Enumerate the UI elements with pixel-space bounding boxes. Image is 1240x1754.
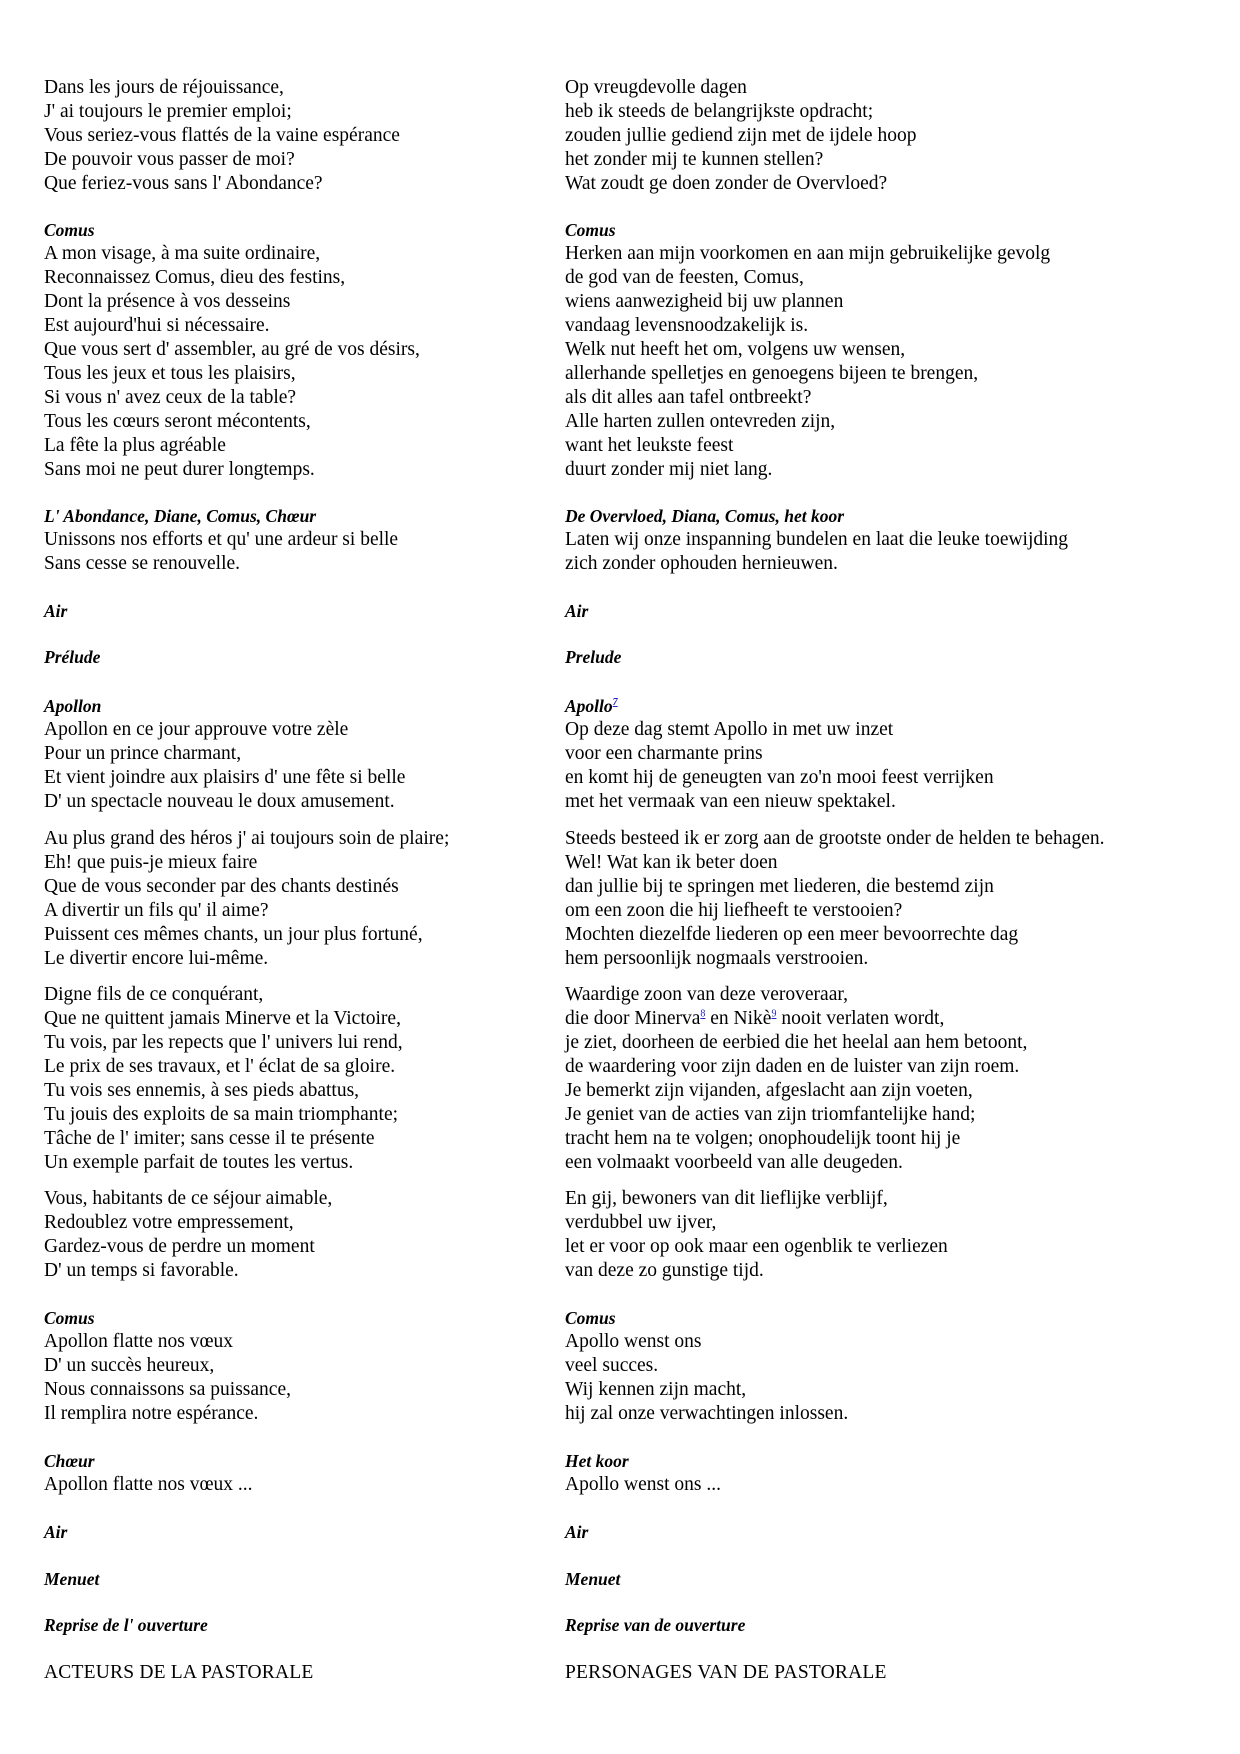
- apollon-stanza-3: [44, 983, 544, 1175]
- verse-line: Apollo wenst ons ...: [565, 1474, 721, 1495]
- speaker-heading: Comus: [565, 220, 616, 240]
- speaker-heading: De Overvloed, Diana, Comus, het koor: [565, 506, 845, 526]
- verse-line: om een zoon die hij liefheeft te verstooien?: [565, 900, 903, 921]
- apollon-stanza-4: [44, 1187, 544, 1283]
- verse-line: D' un spectacle nouveau le doux amusement.: [44, 791, 395, 812]
- comus-2-section: [44, 1306, 544, 1426]
- verse-line: Waardige zoon van deze veroveraar,: [565, 984, 848, 1005]
- footnote-link-7[interactable]: 7: [612, 697, 618, 709]
- verse-line: Je bemerkt zijn vijanden, afgeslacht aan zijn voeten,: [565, 1080, 973, 1101]
- verse-line: Dont la présence à vos desseins: [44, 291, 291, 312]
- verse-line: Redoublez votre empressement,: [44, 1212, 294, 1233]
- verse-line: Apollo wenst ons: [565, 1331, 702, 1352]
- verse-line: Welk nut heeft het om, volgens uw wensen,: [565, 339, 906, 360]
- overvloed-verse: [565, 76, 1225, 196]
- verse-line: Sans cesse se renouvelle.: [44, 553, 241, 574]
- verse-line: Herken aan mijn voorkomen en aan mijn gebruikelijke gevolg: [565, 243, 1051, 264]
- verse-line: Tu vois ses ennemis, à ses pieds abattus,: [44, 1080, 360, 1101]
- verse-line: Je geniet van de acties van zijn triomfantelijke hand;: [565, 1104, 976, 1125]
- verse-line: verdubbel uw ijver,: [565, 1212, 717, 1233]
- verse-line: Op deze dag stemt Apollo in met uw inzet: [565, 719, 894, 740]
- speaker-heading: Het koor: [565, 1451, 629, 1471]
- verse-line: D' un succès heureux,: [44, 1355, 215, 1376]
- verse-line: Tous les cœurs seront mécontents,: [44, 411, 311, 432]
- verse-line: hem persoonlijk nogmaals verstrooien.: [565, 948, 869, 969]
- verse-line: zouden jullie gediend zijn met de ijdele hoop: [565, 125, 917, 146]
- apollon-section: [44, 694, 544, 814]
- air-heading: Air: [44, 601, 68, 621]
- verse-line: het zonder mij te kunnen stellen?: [565, 149, 824, 170]
- speaker-heading: Chœur: [44, 1451, 95, 1471]
- apollo-stanza-2: [565, 827, 1225, 971]
- air-heading: Air: [565, 601, 589, 621]
- menuet-heading: Menuet: [44, 1569, 100, 1589]
- footnote-link-9[interactable]: 9: [771, 1008, 777, 1020]
- cast-title: ACTEURS DE LA PASTORALE: [44, 1662, 314, 1683]
- comus-section: [44, 218, 544, 482]
- verse-line: Que feriez-vous sans l' Abondance?: [44, 173, 323, 194]
- menuet-heading: Menuet: [565, 1569, 621, 1589]
- verse-line: Il remplira notre espérance.: [44, 1403, 259, 1424]
- verse-line: heb ik steeds de belangrijkste opdracht;: [565, 101, 874, 122]
- verse-line: dan jullie bij te springen met liederen, die bestemd zijn: [565, 876, 994, 897]
- koor-section: [565, 1449, 1225, 1497]
- verse-line: Vous, habitants de ce séjour aimable,: [44, 1188, 333, 1209]
- verse-text: nooit verlaten wordt,: [776, 1008, 945, 1029]
- speaker-heading: Comus: [44, 220, 95, 240]
- verse-line: Wel! Wat kan ik beter doen: [565, 852, 778, 873]
- verse-line: Apollon flatte nos vœux: [44, 1331, 234, 1352]
- choeur-section: [44, 1449, 544, 1497]
- comus-section: [565, 218, 1225, 482]
- ensemble-section: [565, 504, 1225, 576]
- speaker-heading: [565, 694, 1225, 718]
- verse-line: J' ai toujours le premier emploi;: [44, 101, 292, 122]
- verse-line: Reconnaissez Comus, dieu des festins,: [44, 267, 346, 288]
- air-heading: Air: [565, 1522, 589, 1542]
- verse-line: Unissons nos efforts et qu' une ardeur si belle: [44, 529, 399, 550]
- verse-line: Le divertir encore lui-même.: [44, 948, 269, 969]
- abondance-verse: [44, 76, 544, 196]
- verse-line: A divertir un fils qu' il aime?: [44, 900, 269, 921]
- verse-line: allerhande spelletjes en genoegens bijeen te brengen,: [565, 363, 979, 384]
- verse-line-with-footnotes: [565, 1007, 1225, 1031]
- verse-line: D' un temps si favorable.: [44, 1260, 239, 1281]
- verse-line: Tous les jeux et tous les plaisirs,: [44, 363, 296, 384]
- verse-line: voor een charmante prins: [565, 743, 763, 764]
- verse-line: Laten wij onze inspanning bundelen en laat die leuke toewijding: [565, 529, 1069, 550]
- reprise-heading: Reprise de l' ouverture: [44, 1615, 208, 1635]
- verse-line: vandaag levensnoodzakelijk is.: [565, 315, 809, 336]
- verse-line: Au plus grand des héros j' ai toujours soin de plaire;: [44, 828, 450, 849]
- verse-line: De pouvoir vous passer de moi?: [44, 149, 295, 170]
- verse-line: Pour un prince charmant,: [44, 743, 242, 764]
- verse-line: Tu jouis des exploits de sa main triomphante;: [44, 1104, 399, 1125]
- verse-line: Op vreugdevolle dagen: [565, 77, 747, 98]
- prelude-heading: Prélude: [44, 647, 101, 667]
- speaker-heading: Apollon: [44, 696, 102, 716]
- verse-line: En gij, bewoners van dit lieflijke verblijf,: [565, 1188, 888, 1209]
- reprise-heading: Reprise van de ouverture: [565, 1615, 746, 1635]
- verse-line: Wat zoudt ge doen zonder de Overvloed?: [565, 173, 888, 194]
- verse-line: duurt zonder mij niet lang.: [565, 459, 773, 480]
- verse-line: A mon visage, à ma suite ordinaire,: [44, 243, 321, 264]
- verse-line: Wij kennen zijn macht,: [565, 1379, 747, 1400]
- verse-line: Si vous n' avez ceux de la table?: [44, 387, 297, 408]
- comus-2-section: [565, 1306, 1225, 1426]
- verse-line: Un exemple parfait de toutes les vertus.: [44, 1152, 354, 1173]
- verse-line: van deze zo gunstige tijd.: [565, 1260, 764, 1281]
- apollo-heading-text: Apollo: [565, 696, 613, 716]
- apollo-section: [565, 694, 1225, 814]
- verse-line: Eh! que puis-je mieux faire: [44, 852, 258, 873]
- verse-line: Digne fils de ce conquérant,: [44, 984, 264, 1005]
- apollo-stanza-4: [565, 1187, 1225, 1283]
- verse-line: Gardez-vous de perdre un moment: [44, 1236, 315, 1257]
- ensemble-section: [44, 504, 544, 576]
- verse-line: Apollon en ce jour approuve votre zèle: [44, 719, 349, 740]
- verse-line: veel succes.: [565, 1355, 659, 1376]
- verse-line: Dans les jours de réjouissance,: [44, 77, 284, 98]
- verse-line: Puissent ces mêmes chants, un jour plus fortuné,: [44, 924, 423, 945]
- verse-line: een volmaakt voorbeeld van alle deugeden.: [565, 1152, 903, 1173]
- verse-line: de god van de feesten, Comus,: [565, 267, 804, 288]
- verse-text: en Nikè: [705, 1008, 772, 1029]
- air-heading: Air: [44, 1522, 68, 1542]
- verse-line: Alle harten zullen ontevreden zijn,: [565, 411, 836, 432]
- verse-line: Sans moi ne peut durer longtemps.: [44, 459, 315, 480]
- footnote-link-8[interactable]: 8: [700, 1008, 706, 1020]
- verse-line: Steeds besteed ik er zorg aan de grootste onder de helden te behagen.: [565, 828, 1105, 849]
- speaker-heading: Comus: [565, 1308, 616, 1328]
- verse-line: hij zal onze verwachtingen inlossen.: [565, 1403, 849, 1424]
- verse-line: tracht hem na te volgen; onophoudelijk toont hij je: [565, 1128, 961, 1149]
- verse-line: Est aujourd'hui si nécessaire.: [44, 315, 270, 336]
- verse-line: Et vient joindre aux plaisirs d' une fête si belle: [44, 767, 406, 788]
- verse-line: en komt hij de geneugten van zo'n mooi feest verrijken: [565, 767, 994, 788]
- cast-title: PERSONAGES VAN DE PASTORALE: [565, 1662, 887, 1683]
- verse-line: Le prix de ses travaux, et l' éclat de sa gloire.: [44, 1056, 396, 1077]
- verse-line: Mochten diezelfde liederen op een meer bevoorrechte dag: [565, 924, 1019, 945]
- verse-line: let er voor op ook maar een ogenblik te verliezen: [565, 1236, 948, 1257]
- prelude-heading: Prelude: [565, 647, 622, 667]
- verse-line: Apollon flatte nos vœux ...: [44, 1474, 253, 1495]
- verse-line: La fête la plus agréable: [44, 435, 226, 456]
- verse-line: Tâche de l' imiter; sans cesse il te présente: [44, 1128, 375, 1149]
- verse-line: wiens aanwezigheid bij uw plannen: [565, 291, 844, 312]
- verse-line: Nous connaissons sa puissance,: [44, 1379, 291, 1400]
- verse-line: met het vermaak van een nieuw spektakel.: [565, 791, 896, 812]
- verse-line: zich zonder ophouden hernieuwen.: [565, 553, 838, 574]
- verse-line: Tu vois, par les repects que l' univers lui rend,: [44, 1032, 403, 1053]
- apollon-stanza-2: [44, 827, 544, 971]
- verse-line: Vous seriez-vous flattés de la vaine espérance: [44, 125, 400, 146]
- verse-line: als dit alles aan tafel ontbreekt?: [565, 387, 812, 408]
- verse-line: je ziet, doorheen de eerbied die het heelal aan hem betoont,: [565, 1032, 1028, 1053]
- verse-line: Que ne quittent jamais Minerve et la Victoire,: [44, 1008, 401, 1029]
- speaker-heading: Comus: [44, 1308, 95, 1328]
- verse-line: want het leukste feest: [565, 435, 734, 456]
- verse-text: die door Minerva: [565, 1008, 701, 1029]
- verse-line: de waardering voor zijn daden en de luister van zijn roem.: [565, 1056, 1020, 1077]
- verse-line: Que vous sert d' assembler, au gré de vos désirs,: [44, 339, 420, 360]
- apollo-stanza-3: [565, 983, 1225, 1175]
- speaker-heading: L' Abondance, Diane, Comus, Chœur: [44, 506, 317, 526]
- verse-line: Que de vous seconder par des chants destinés: [44, 876, 399, 897]
